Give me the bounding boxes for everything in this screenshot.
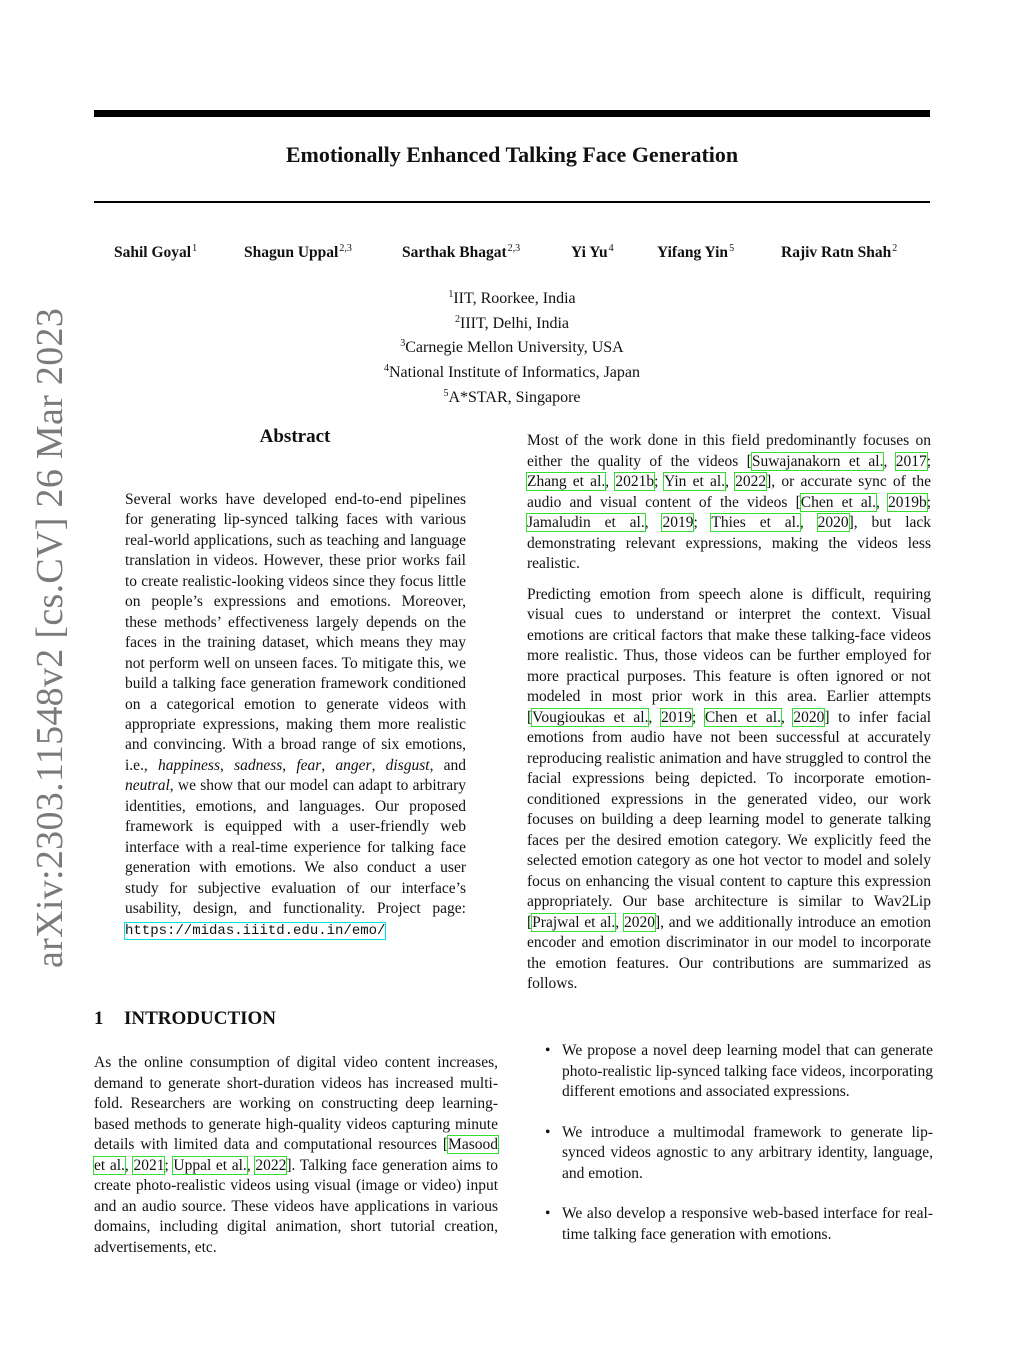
citation-link[interactable]: 2020: [793, 708, 825, 726]
paragraph: Most of the work done in this field predominantly focuses on either the quality of the videos [Suwajanakorn et al., 2017; Zhang et al., 2021b; Yin et al., 2022], or accurate sync of the audio and visual content of the videos [Chen et al., 2019b; Jamaludin et al., 2019; Thies et al., 2020], but lack demonstrating relevant expressions, making the videos less realistic.: [527, 432, 932, 572]
arxiv-stamp: arXiv:2303.11548v2 [cs.CV] 26 Mar 2023: [29, 307, 71, 968]
author: Rajiv Ratn Shah$^2$: [781, 243, 898, 261]
title-rule: [94, 201, 930, 203]
right-column: [527, 431, 931, 1005]
author-list: [0, 243, 1024, 267]
list-item: • We introduce a multimodal framework to generate lip-synced videos agnostic to any arbitrary identity, language, and emotion.: [545, 1123, 933, 1182]
affiliation: $^5$A*STAR, Singapore: [443, 387, 581, 406]
citation-link[interactable]: Zhang et al.: [527, 473, 606, 490]
affiliation: $^4$National Institute of Informatics, Japan: [383, 363, 641, 382]
citation-link[interactable]: Chen et al.: [704, 708, 781, 726]
paragraph: Predicting emotion from speech alone is difficult, requiring visual cues to understand or interpret the context. Visual emotions are critical factors that make these talking-face videos more realistic. Thus, those videos can be further employed for more practical purposes. This feature is often ignored or not modeled in most prior work in this area. Earlier attempts [Vougioukas et al., 2019; Chen et al., 2020] to infer facial emotions from audio have not been successful at accurately reproducing realistic animation and have struggled to control the facial expressions being depicted. To incorporate emotion-conditioned expressions in the generated video, our work focuses on building a deep learning model to generate talking faces per the desired emotion category. We explicitly feed the selected emotion category as one hot vector to model and solely focus on enhancing the visual content to capture this expression appropriately. Our base architecture is similar to Wav2Lip [Prajwal et al., 2020], and we additionally introduce an emotion encoder and emotion discriminator in our model to incorporate the emotion features. Our contributions are summarized as follows.: [527, 585, 932, 992]
citation-link[interactable]: 2019: [660, 708, 692, 726]
top-rule: [94, 110, 930, 117]
section-heading-introduction: 1 INTRODUCTION: [94, 1008, 277, 1029]
author: Yi Yu$^4$: [571, 243, 614, 261]
bullet-icon: •: [545, 1205, 551, 1222]
citation-link[interactable]: 2019b: [887, 493, 927, 511]
affiliation: $^1$IIT, Roorkee, India: [448, 289, 576, 307]
citation-link[interactable]: Prajwal et al.: [532, 913, 616, 931]
citation-link[interactable]: Suwajanakorn et al.: [751, 452, 884, 470]
introduction-body: As the online consumption of digital video content increases, demand to generate short-duration videos has increased multi-fold. Researchers are working on constructing deep learning-based methods to generate high-quality videos capturing minute details with limited data and computational resources [Masood et al., 2021; Uppal et al., 2022]. Talking face generation aims to create photo-realistic videos using visual (image or video) input and an audio source. These videos have applications in various domains, including digital animation, short tutorial creation, advertisements, etc.: [94, 1054, 499, 1256]
citation-link[interactable]: 2022: [255, 1156, 287, 1174]
author: Shagun Uppal$^{2,3}$: [244, 243, 352, 261]
citation-link[interactable]: Chen et al.: [800, 493, 876, 511]
citation-link[interactable]: 2022: [735, 473, 767, 490]
citation-link[interactable]: 2019: [662, 514, 694, 531]
contributions-list: [545, 1041, 933, 1265]
citation-link[interactable]: 2021: [133, 1156, 165, 1174]
list-item: • We also develop a responsive web-based interface for real-time talking face generation with emotions.: [545, 1205, 933, 1243]
affiliation: $^3$Carnegie Mellon University, USA: [400, 338, 624, 357]
author: Yifang Yin$^5$: [657, 243, 735, 261]
abstract-body: Several works have developed end-to-end pipelines for generating lip-synced talking faces with various real-world applications, such as teaching and language translation in videos. However, these prior works fail to create realistic-looking videos since they focus little on people’s expressions and emotions. Moreover, these methods’ effectiveness largely depends on the faces in the training dataset, which means they may not perform well on unseen faces. To mitigate this, we build a talking face generation framework conditioned on a categorical emotion to generate videos with appropriate expressions, making them more realistic and convincing. With a broad range of six emotions, i.e., happiness, sadness, fear, anger, disgust, and neutral, we show that our model can adapt to arbitrary identities, emotions, and languages. Our proposed framework is equipped with a user-friendly web interface with a real-time experience for talking face generation with emotions. We also conduct a user study for subjective evaluation of our interface’s usability, design, and functionality. Project page: https://midas.iiitd.edu.in/emo/: [125, 491, 467, 939]
list-item: • We propose a novel deep learning model that can generate photo-realistic lip-synced talking face videos, incorporating different emotions and associated expressions.: [545, 1042, 933, 1100]
bullet-icon: •: [545, 1123, 551, 1141]
citation-link[interactable]: Uppal et al.: [173, 1156, 247, 1174]
citation-link[interactable]: Vougioukas et al.: [532, 708, 649, 726]
citation-link[interactable]: 2020: [817, 514, 849, 531]
affiliation: $^2$IIIT, Delhi, India: [455, 313, 569, 332]
citation-link[interactable]: Thies et al.: [711, 514, 800, 531]
citation-link[interactable]: 2021b: [615, 473, 655, 490]
citation-link[interactable]: Jamaludin et al.: [527, 514, 645, 531]
bullet-icon: •: [545, 1042, 551, 1059]
author: Sarthak Bhagat$^{2,3}$: [402, 243, 521, 261]
citation-link[interactable]: Masood et al.: [94, 1136, 498, 1174]
paper-title: Emotionally Enhanced Talking Face Generation: [285, 142, 739, 167]
abstract-heading: Abstract: [259, 426, 331, 447]
author: Sahil Goyal$^1$: [114, 243, 198, 261]
affiliations: [94, 285, 930, 409]
citation-link[interactable]: 2020: [623, 913, 655, 931]
citation-link[interactable]: Yin et al.: [664, 473, 726, 490]
project-page-link[interactable]: https://midas.iiitd.edu.in/emo/: [125, 922, 386, 939]
citation-link[interactable]: 2017: [895, 452, 927, 470]
